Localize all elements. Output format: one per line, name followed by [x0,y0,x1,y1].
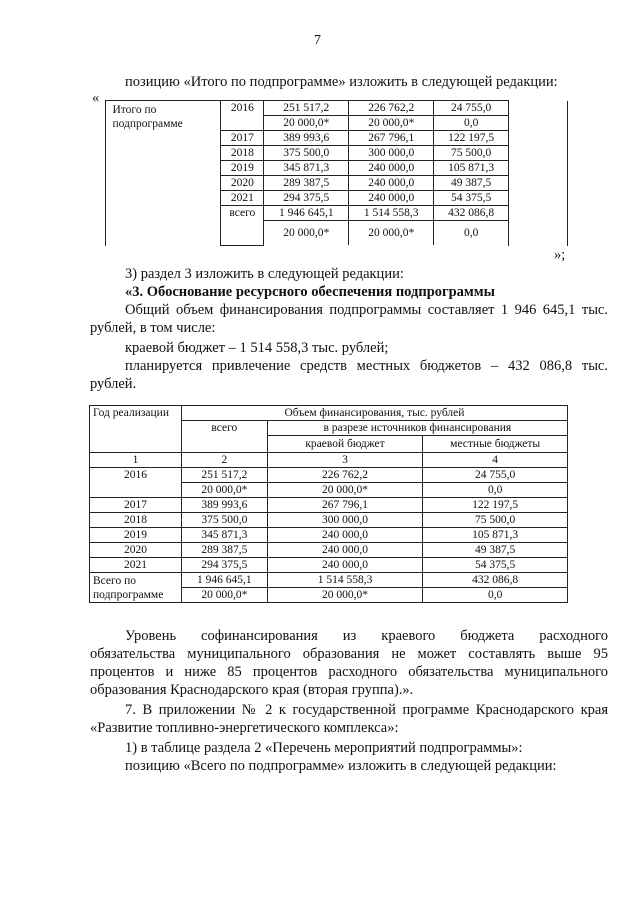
total-cell: 251 517,2 [264,101,349,116]
page-number: 7 [314,33,321,48]
year-cell: 2017 [90,498,182,513]
regional-cell: 240 000,0 [349,191,434,206]
year-cell: 2017 [221,131,264,146]
local-cell: 54 375,5 [423,558,568,573]
table-row [90,543,568,558]
subprogram-total-table [90,100,568,246]
year-cell: 2018 [221,146,264,161]
para3-line1: планируется привлечение средств местных бюджетов – 432 086,8 тыс. [125,358,608,374]
year-cell: 2018 [90,513,182,528]
total-cell: 389 993,6 [181,498,267,513]
total-cell: 20 000,0* [264,116,349,131]
funding-table [89,405,568,603]
local-cell: 105 871,3 [434,161,509,176]
para1-line1: Общий объем финансирования подпрограммы составляет 1 946 645,1 тыс. [125,302,608,318]
total-cell: 1 946 645,1 [264,206,349,221]
regional-cell: 20 000,0* [267,483,423,498]
local-cell: 49 387,5 [423,543,568,558]
col-number: 3 [267,453,423,468]
total-label-line2: подпрограмме [93,589,164,601]
cofin-line4: образования Краснодарского края (вторая группа).». [90,682,414,698]
year-cell: 2016 [221,101,264,131]
table-row [90,468,568,483]
total-cell: 20 000,0* [181,483,267,498]
total-cell: 1 946 645,1 [181,573,267,588]
total-cell: 20 000,0* [181,588,267,603]
total-cell: 294 375,5 [181,558,267,573]
total-cell: 389 993,6 [264,131,349,146]
total-cell: 345 871,3 [264,161,349,176]
regional-cell: 240 000,0 [349,176,434,191]
cofin-line3: процентов и ниже 85 процентов расходного обязательства муниципального [90,664,608,680]
table-row [90,558,568,573]
local-cell: 75 500,0 [423,513,568,528]
local-cell: 75 500,0 [434,146,509,161]
year-cell: 2019 [221,161,264,176]
table-row [90,513,568,528]
regional-cell: 20 000,0* [349,221,434,246]
local-cell: 24 755,0 [423,468,568,483]
regional-cell: 267 796,1 [349,131,434,146]
section3-heading: «3. Обоснование ресурсного обеспечения подпрограммы [125,284,495,300]
table-row [90,453,568,468]
local-cell: 0,0 [434,221,509,246]
regional-cell: 226 762,2 [349,101,434,116]
item7-line2: «Развитие топливно-энергетического комплекса»: [90,720,399,736]
total-cell: 289 387,5 [181,543,267,558]
total-cell: 289 387,5 [264,176,349,191]
col-number: 2 [181,453,267,468]
local-cell: 54 375,5 [434,191,509,206]
year-cell: 2021 [221,191,264,206]
section3-intro: 3) раздел 3 изложить в следующей редакции: [125,266,404,282]
total-cell: 294 375,5 [264,191,349,206]
cofin-line1: Уровень софинансирования из краевого бюджета расходного [125,628,608,644]
header-sources: в разрезе источников финансирования [267,421,567,436]
header-total: всего [181,421,267,453]
local-cell: 24 755,0 [434,101,509,116]
year-cell: 2020 [90,543,182,558]
para3-line2: рублей. [90,376,137,392]
header-volume: Объем финансирования, тыс. рублей [181,406,567,421]
regional-cell: 240 000,0 [267,528,423,543]
regional-cell: 20 000,0* [267,588,423,603]
regional-cell: 226 762,2 [267,468,423,483]
regional-cell: 20 000,0* [349,116,434,131]
regional-cell: 300 000,0 [267,513,423,528]
local-cell: 49 387,5 [434,176,509,191]
regional-cell: 240 000,0 [349,161,434,176]
year-cell: всего [221,206,264,246]
regional-cell: 240 000,0 [267,558,423,573]
total-cell: 251 517,2 [181,468,267,483]
item7-line1: 7. В приложении № 2 к государственной программе Краснодарского края [125,702,608,718]
local-cell: 0,0 [423,588,568,603]
local-cell: 122 197,5 [434,131,509,146]
year-cell: 2021 [90,558,182,573]
regional-cell: 240 000,0 [267,543,423,558]
regional-cell: 1 514 558,3 [267,573,423,588]
cofin-line2: обязательства муниципального образования не может составлять выше 95 [90,646,608,662]
local-cell: 432 086,8 [423,573,568,588]
total-label-line1: Итого по [112,104,157,116]
total-cell: 375 500,0 [264,146,349,161]
header-regional: краевой бюджет [267,436,423,453]
local-cell: 105 871,3 [423,528,568,543]
total-cell: 20 000,0* [264,221,349,246]
year-cell: 2020 [221,176,264,191]
regional-cell: 300 000,0 [349,146,434,161]
year-cell: 2019 [90,528,182,543]
regional-cell: 267 796,1 [267,498,423,513]
total-cell: 345 871,3 [181,528,267,543]
local-cell: 0,0 [423,483,568,498]
local-cell: 122 197,5 [423,498,568,513]
table-row [90,573,568,588]
table-row [90,498,568,513]
col-number: 4 [423,453,568,468]
open-quote: « [92,90,100,106]
header-year: Год реализации [90,406,182,453]
para1-line2: рублей, в том числе: [90,320,216,336]
local-cell: 0,0 [434,116,509,131]
item7-sub1: 1) в таблице раздела 2 «Перечень мероприятий подпрограммы»: [125,740,523,756]
table-row [90,528,568,543]
total-label-line2: подпрограмме [112,118,183,130]
col-number: 1 [90,453,182,468]
header-local: местные бюджеты [423,436,568,453]
para2: краевой бюджет – 1 514 558,3 тыс. рублей; [125,340,389,356]
item7-sub2: позицию «Всего по подпрограмме» изложить в следующей редакции: [125,758,557,774]
regional-cell: 1 514 558,3 [349,206,434,221]
table-row [90,101,568,116]
local-cell: 432 086,8 [434,206,509,221]
year-cell: 2016 [90,468,182,498]
table-row [90,406,568,421]
total-cell: 375 500,0 [181,513,267,528]
close-quote: »; [554,247,566,263]
intro-line: позицию «Итого по подпрограмме» изложить в следующей редакции: [125,74,558,90]
total-label-line1: Всего по [93,575,136,587]
